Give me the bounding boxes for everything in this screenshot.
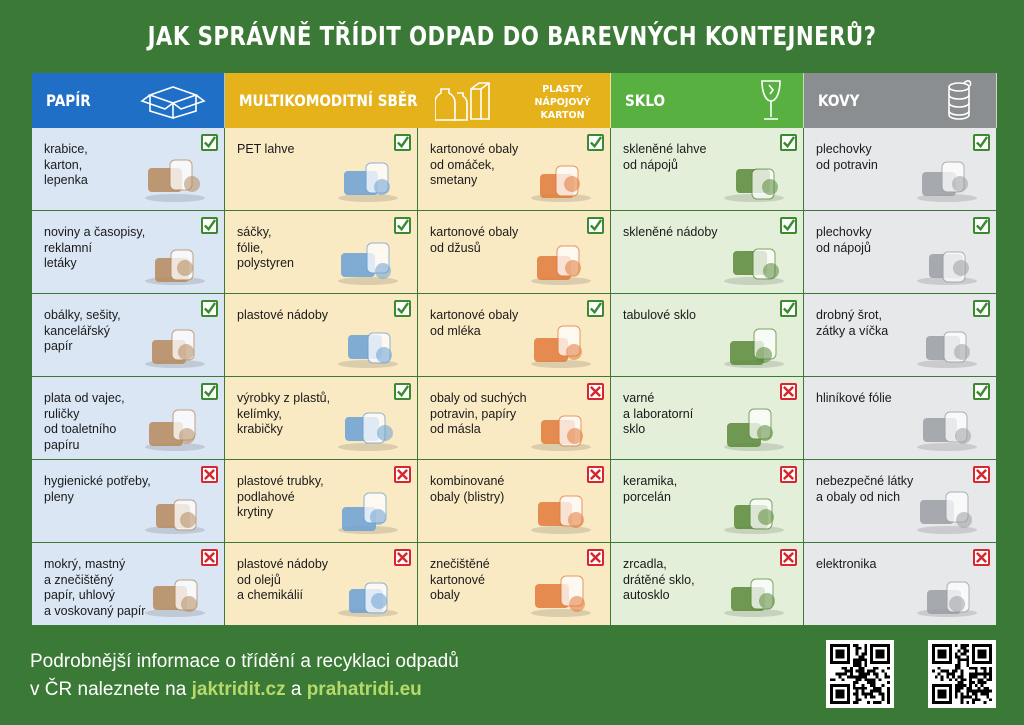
item-cell-plasty-3 bbox=[225, 294, 418, 377]
item-cell-sklo-2 bbox=[611, 211, 804, 294]
item-cell-papir-5 bbox=[32, 460, 225, 543]
item-label: tabulové sklo bbox=[623, 308, 696, 322]
item-label: elektronika bbox=[816, 557, 877, 571]
cardboard-box-photo bbox=[140, 154, 210, 202]
header-papir-label: PAPÍR bbox=[46, 91, 91, 110]
link-jaktridit[interactable]: jaktridit.cz bbox=[191, 679, 286, 700]
item-cell-kovy-4 bbox=[804, 377, 997, 460]
dry-food-packaging-photo bbox=[526, 403, 596, 451]
mirror-wired-glass-photo bbox=[719, 569, 789, 617]
check-icon bbox=[780, 217, 797, 234]
box-icon bbox=[140, 83, 206, 119]
item-cell-sklo-6 bbox=[611, 543, 804, 626]
glass-icon bbox=[759, 79, 783, 123]
item-cell-papir-3 bbox=[32, 294, 225, 377]
diaper-photo bbox=[140, 486, 210, 534]
broken-glass-photo bbox=[719, 320, 789, 368]
item-label: plastové nádoby bbox=[237, 308, 329, 322]
item-cell-kovy-2 bbox=[804, 211, 997, 294]
item-cell-plasty-4 bbox=[225, 377, 418, 460]
bottles-carton-icon bbox=[435, 79, 493, 123]
qr-code-jaktridit[interactable] bbox=[826, 640, 894, 708]
kettle-electronics-photo bbox=[912, 569, 982, 617]
glass-bottles-photo bbox=[719, 154, 789, 202]
footer-prefix: v ČR naleznete na bbox=[30, 679, 192, 700]
check-icon bbox=[973, 383, 990, 400]
glass-dish-photo bbox=[719, 403, 789, 451]
cross-icon bbox=[780, 549, 797, 566]
check-icon bbox=[201, 134, 218, 151]
item-label: sáčky, fólie, polystyren bbox=[237, 225, 294, 270]
glass-jars-photo bbox=[719, 237, 789, 285]
sorting-table bbox=[32, 73, 997, 626]
item-label: drobný šrot, zátky a víčka bbox=[816, 308, 889, 338]
oil-canister-photo bbox=[333, 569, 403, 617]
item-cell-plasty-6 bbox=[225, 543, 418, 626]
plastic-cups-photo bbox=[333, 403, 403, 451]
cross-icon bbox=[394, 466, 411, 483]
item-label: zrcadla, drátěné sklo, autosklo bbox=[623, 557, 695, 602]
check-icon bbox=[587, 134, 604, 151]
item-label: plechovky od potravin bbox=[816, 142, 878, 172]
item-cell-plasty-1 bbox=[225, 128, 418, 211]
item-cell-papir-1 bbox=[32, 128, 225, 211]
item-label: hliníkové fólie bbox=[816, 391, 892, 405]
porcelain-cup-photo bbox=[719, 486, 789, 534]
cross-icon bbox=[587, 383, 604, 400]
check-icon bbox=[780, 300, 797, 317]
item-label: kartonové obaly od omáček, smetany bbox=[430, 142, 519, 187]
item-label: keramika, porcelán bbox=[623, 474, 678, 504]
header-sklo bbox=[611, 73, 804, 128]
item-label: mokrý, mastný a znečištěný papír, uhlový a voskovaný papír bbox=[44, 557, 146, 618]
link-prahatridi[interactable]: prahatridi.eu bbox=[306, 679, 422, 700]
check-icon bbox=[780, 134, 797, 151]
item-cell-karton-6 bbox=[418, 543, 611, 626]
item-label: krabice, karton, lepenka bbox=[44, 142, 88, 187]
check-icon bbox=[394, 134, 411, 151]
plastic-pipes-photo bbox=[333, 486, 403, 534]
milk-cartons-photo bbox=[526, 320, 596, 368]
cross-icon bbox=[587, 466, 604, 483]
item-cell-papir-4 bbox=[32, 377, 225, 460]
check-icon bbox=[587, 300, 604, 317]
item-label: plastové nádoby od olejů a chemikálií bbox=[237, 557, 329, 602]
item-label: kombinované obaly (blistry) bbox=[430, 474, 505, 504]
cross-icon bbox=[201, 466, 218, 483]
juice-cartons-photo bbox=[526, 237, 596, 285]
item-cell-kovy-5 bbox=[804, 460, 997, 543]
blister-packs-photo bbox=[526, 486, 596, 534]
item-cell-karton-3 bbox=[418, 294, 611, 377]
check-icon bbox=[973, 217, 990, 234]
item-cell-kovy-1 bbox=[804, 128, 997, 211]
item-label: varné a laboratorní sklo bbox=[623, 391, 694, 436]
header-kovy bbox=[804, 73, 997, 128]
cross-icon bbox=[587, 549, 604, 566]
drink-cans-photo bbox=[912, 237, 982, 285]
cross-icon bbox=[780, 466, 797, 483]
check-icon bbox=[394, 383, 411, 400]
header-papir bbox=[32, 73, 225, 128]
item-label: noviny a časopisy, reklamní letáky bbox=[44, 225, 146, 270]
cross-icon bbox=[973, 466, 990, 483]
check-icon bbox=[201, 217, 218, 234]
dirty-cartons-photo bbox=[526, 569, 596, 617]
scrap-metal-photo bbox=[912, 320, 982, 368]
tin-can-icon bbox=[944, 79, 974, 123]
cross-icon bbox=[394, 549, 411, 566]
item-label: plechovky od nápojů bbox=[816, 225, 872, 255]
item-label: PET lahve bbox=[237, 142, 295, 156]
item-cell-karton-4 bbox=[418, 377, 611, 460]
item-cell-sklo-4 bbox=[611, 377, 804, 460]
food-cans-photo bbox=[912, 154, 982, 202]
cross-icon bbox=[201, 549, 218, 566]
check-icon bbox=[394, 300, 411, 317]
aluminium-foil-photo bbox=[912, 403, 982, 451]
item-cell-karton-5 bbox=[418, 460, 611, 543]
envelopes-photo bbox=[140, 320, 210, 368]
greasy-paper-photo bbox=[140, 569, 210, 617]
item-label: kartonové obaly od mléka bbox=[430, 308, 519, 338]
item-cell-karton-1 bbox=[418, 128, 611, 211]
sauce-cartons-photo bbox=[526, 154, 596, 202]
item-cell-papir-6 bbox=[32, 543, 225, 626]
plastic-bags-photo bbox=[333, 237, 403, 285]
item-label: kartonové obaly od džusů bbox=[430, 225, 519, 255]
item-label: hygienické potřeby, pleny bbox=[44, 474, 151, 504]
item-cell-sklo-1 bbox=[611, 128, 804, 211]
footer-line1: Podrobnější informace o třídění a recyklaci odpadů bbox=[30, 651, 459, 672]
check-icon bbox=[201, 383, 218, 400]
footer-connector: a bbox=[285, 679, 307, 700]
header-plasty-karton bbox=[515, 83, 610, 122]
item-label: výrobky z plastů, kelímky, krabičky bbox=[237, 391, 331, 436]
item-label: nebezpečné látky a obaly od nich bbox=[816, 474, 914, 504]
item-label: skleněné lahve od nápojů bbox=[623, 142, 707, 172]
item-cell-karton-2 bbox=[418, 211, 611, 294]
cross-icon bbox=[780, 383, 797, 400]
newspapers-photo bbox=[140, 237, 210, 285]
item-label: znečištěné kartonové obaly bbox=[430, 557, 490, 602]
item-label: skleněné nádoby bbox=[623, 225, 718, 239]
hazardous-cans-photo bbox=[912, 486, 982, 534]
header-kovy-label: KOVY bbox=[818, 91, 860, 110]
cross-icon bbox=[973, 549, 990, 566]
header-multikomoditni bbox=[225, 73, 611, 128]
pet-bottles-photo bbox=[333, 154, 403, 202]
item-cell-kovy-6 bbox=[804, 543, 997, 626]
check-icon bbox=[587, 217, 604, 234]
egg-tray-photo bbox=[140, 403, 210, 451]
check-icon bbox=[394, 217, 411, 234]
item-label: obaly od suchých potravin, papíry od másla bbox=[430, 391, 527, 436]
item-cell-sklo-5 bbox=[611, 460, 804, 543]
footer-info bbox=[30, 648, 459, 704]
header-sklo-label: SKLO bbox=[625, 91, 666, 110]
check-icon bbox=[973, 300, 990, 317]
footer-line2 bbox=[30, 676, 459, 704]
header-multi-label: MULTIKOMODITNÍ SBĚR bbox=[239, 91, 418, 110]
check-icon bbox=[201, 300, 218, 317]
item-label: obálky, sešity, kancelářský papír bbox=[44, 308, 121, 353]
item-label: plastové trubky, podlahové krytiny bbox=[237, 474, 324, 519]
plastic-containers-photo bbox=[333, 320, 403, 368]
item-cell-papir-2 bbox=[32, 211, 225, 294]
item-label: plata od vajec, ruličky od toaletního papíru bbox=[44, 391, 125, 452]
item-cell-sklo-3 bbox=[611, 294, 804, 377]
header-plasty-label: PLASTY bbox=[542, 84, 583, 95]
qr-code-prahatridi[interactable] bbox=[928, 640, 996, 708]
item-cell-kovy-3 bbox=[804, 294, 997, 377]
page-title: JAK SPRÁVNĚ TŘÍDIT ODPAD DO BAREVNÝCH KONTEJNERŮ? bbox=[147, 22, 877, 52]
check-icon bbox=[973, 134, 990, 151]
item-cell-plasty-5 bbox=[225, 460, 418, 543]
item-cell-plasty-2 bbox=[225, 211, 418, 294]
header-karton-label: NÁPOJOVÝ KARTON bbox=[534, 97, 591, 121]
